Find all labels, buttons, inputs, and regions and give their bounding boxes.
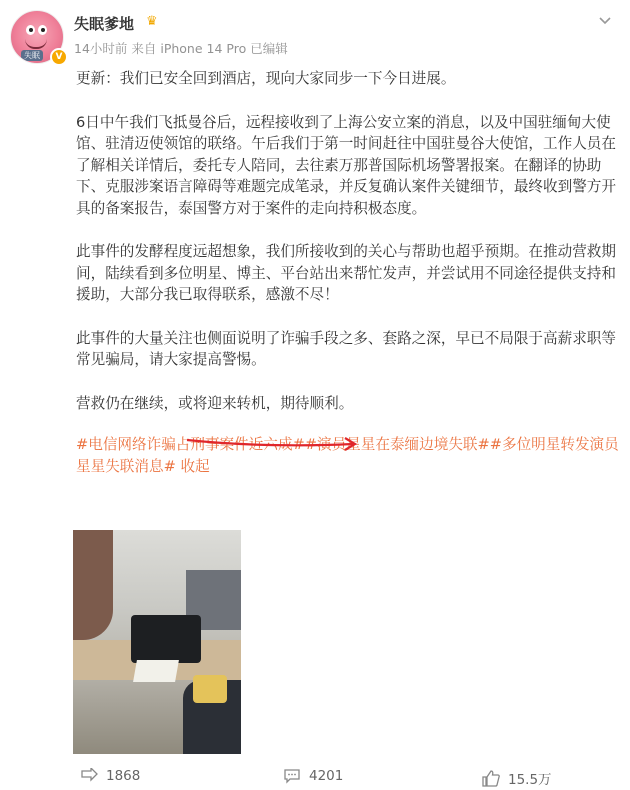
collapse-link[interactable]: 收起 — [180, 457, 210, 475]
post-paragraph: 更新：我们已安全回到酒店，现向大家同步一下今日进展。 — [76, 70, 456, 87]
repost-icon — [80, 768, 98, 784]
author-name[interactable]: 失眠爹地 — [74, 15, 135, 33]
post-image[interactable] — [73, 530, 241, 754]
topic-hashtags[interactable]: #电信网络诈骗占刑事案件近六成##演员星星在泰缅边境失联##多位明星转发演员星星失联消息# — [76, 436, 619, 475]
thumbs-up-icon — [482, 770, 500, 787]
crown-icon: ♛ — [146, 14, 158, 29]
comment-button[interactable] — [283, 768, 343, 784]
avatar-eye-left — [26, 25, 35, 35]
red-arrow-annotation — [185, 432, 365, 456]
comment-icon — [283, 768, 301, 784]
avatar-eye-right — [38, 25, 47, 35]
avatar-tag: 失眠 — [21, 50, 43, 61]
avatar-mouth — [25, 39, 47, 49]
repost-button[interactable] — [80, 768, 140, 784]
post-paragraph: 营救仍在继续，或将迎来转机，期待顺利。 — [76, 394, 354, 412]
post-paragraph: 此事件的大量关注也侧面说明了诈骗手段之多、套路之深，早已不局限于高薪求职等常见骗局，请大家提高警惕。 — [76, 329, 616, 368]
photo-bag — [193, 675, 227, 703]
verified-badge-icon: V — [50, 48, 68, 66]
post-paragraph: 此事件的发酵程度远超想象，我们所接收到的关心与帮助也超乎预期。在推动营救期间，陆续看到多位明星、博主、平台站出来帮忙发声，并尝试用不同途径提供支持和援助，大部分我已取得联系，感激不尽！ — [76, 243, 616, 303]
chevron-down-icon[interactable] — [598, 14, 612, 28]
photo-paper — [133, 660, 179, 682]
post-meta: 14小时前 来自 iPhone 14 Pro 已编辑 — [74, 41, 288, 56]
post-header — [10, 8, 620, 64]
repost-count: 1868 — [106, 768, 141, 784]
comment-count: 4201 — [309, 768, 344, 784]
post-footer — [0, 768, 630, 790]
like-button[interactable] — [482, 768, 552, 788]
photo-arm — [73, 530, 113, 640]
photo-printer — [131, 615, 201, 663]
like-count: 15.5万 — [508, 772, 552, 788]
post-paragraph: 6日中午我们飞抵曼谷后，远程接收到了上海公安立案的消息，以及中国驻缅甸大使馆、驻清迈使领馆的联络。午后我们于第一时间赶往中国驻曼谷大使馆，工作人员在了解相关详情后，委托专人陪同，去往素万那普国际机场警署报案。在翻译的协助下、克服涉案语言障碍等难题完成笔录，并反复确认案件关键细节，最终收到警方开具的备案报告，泰国警方对于案件的走向持积极态度。 — [76, 113, 616, 217]
